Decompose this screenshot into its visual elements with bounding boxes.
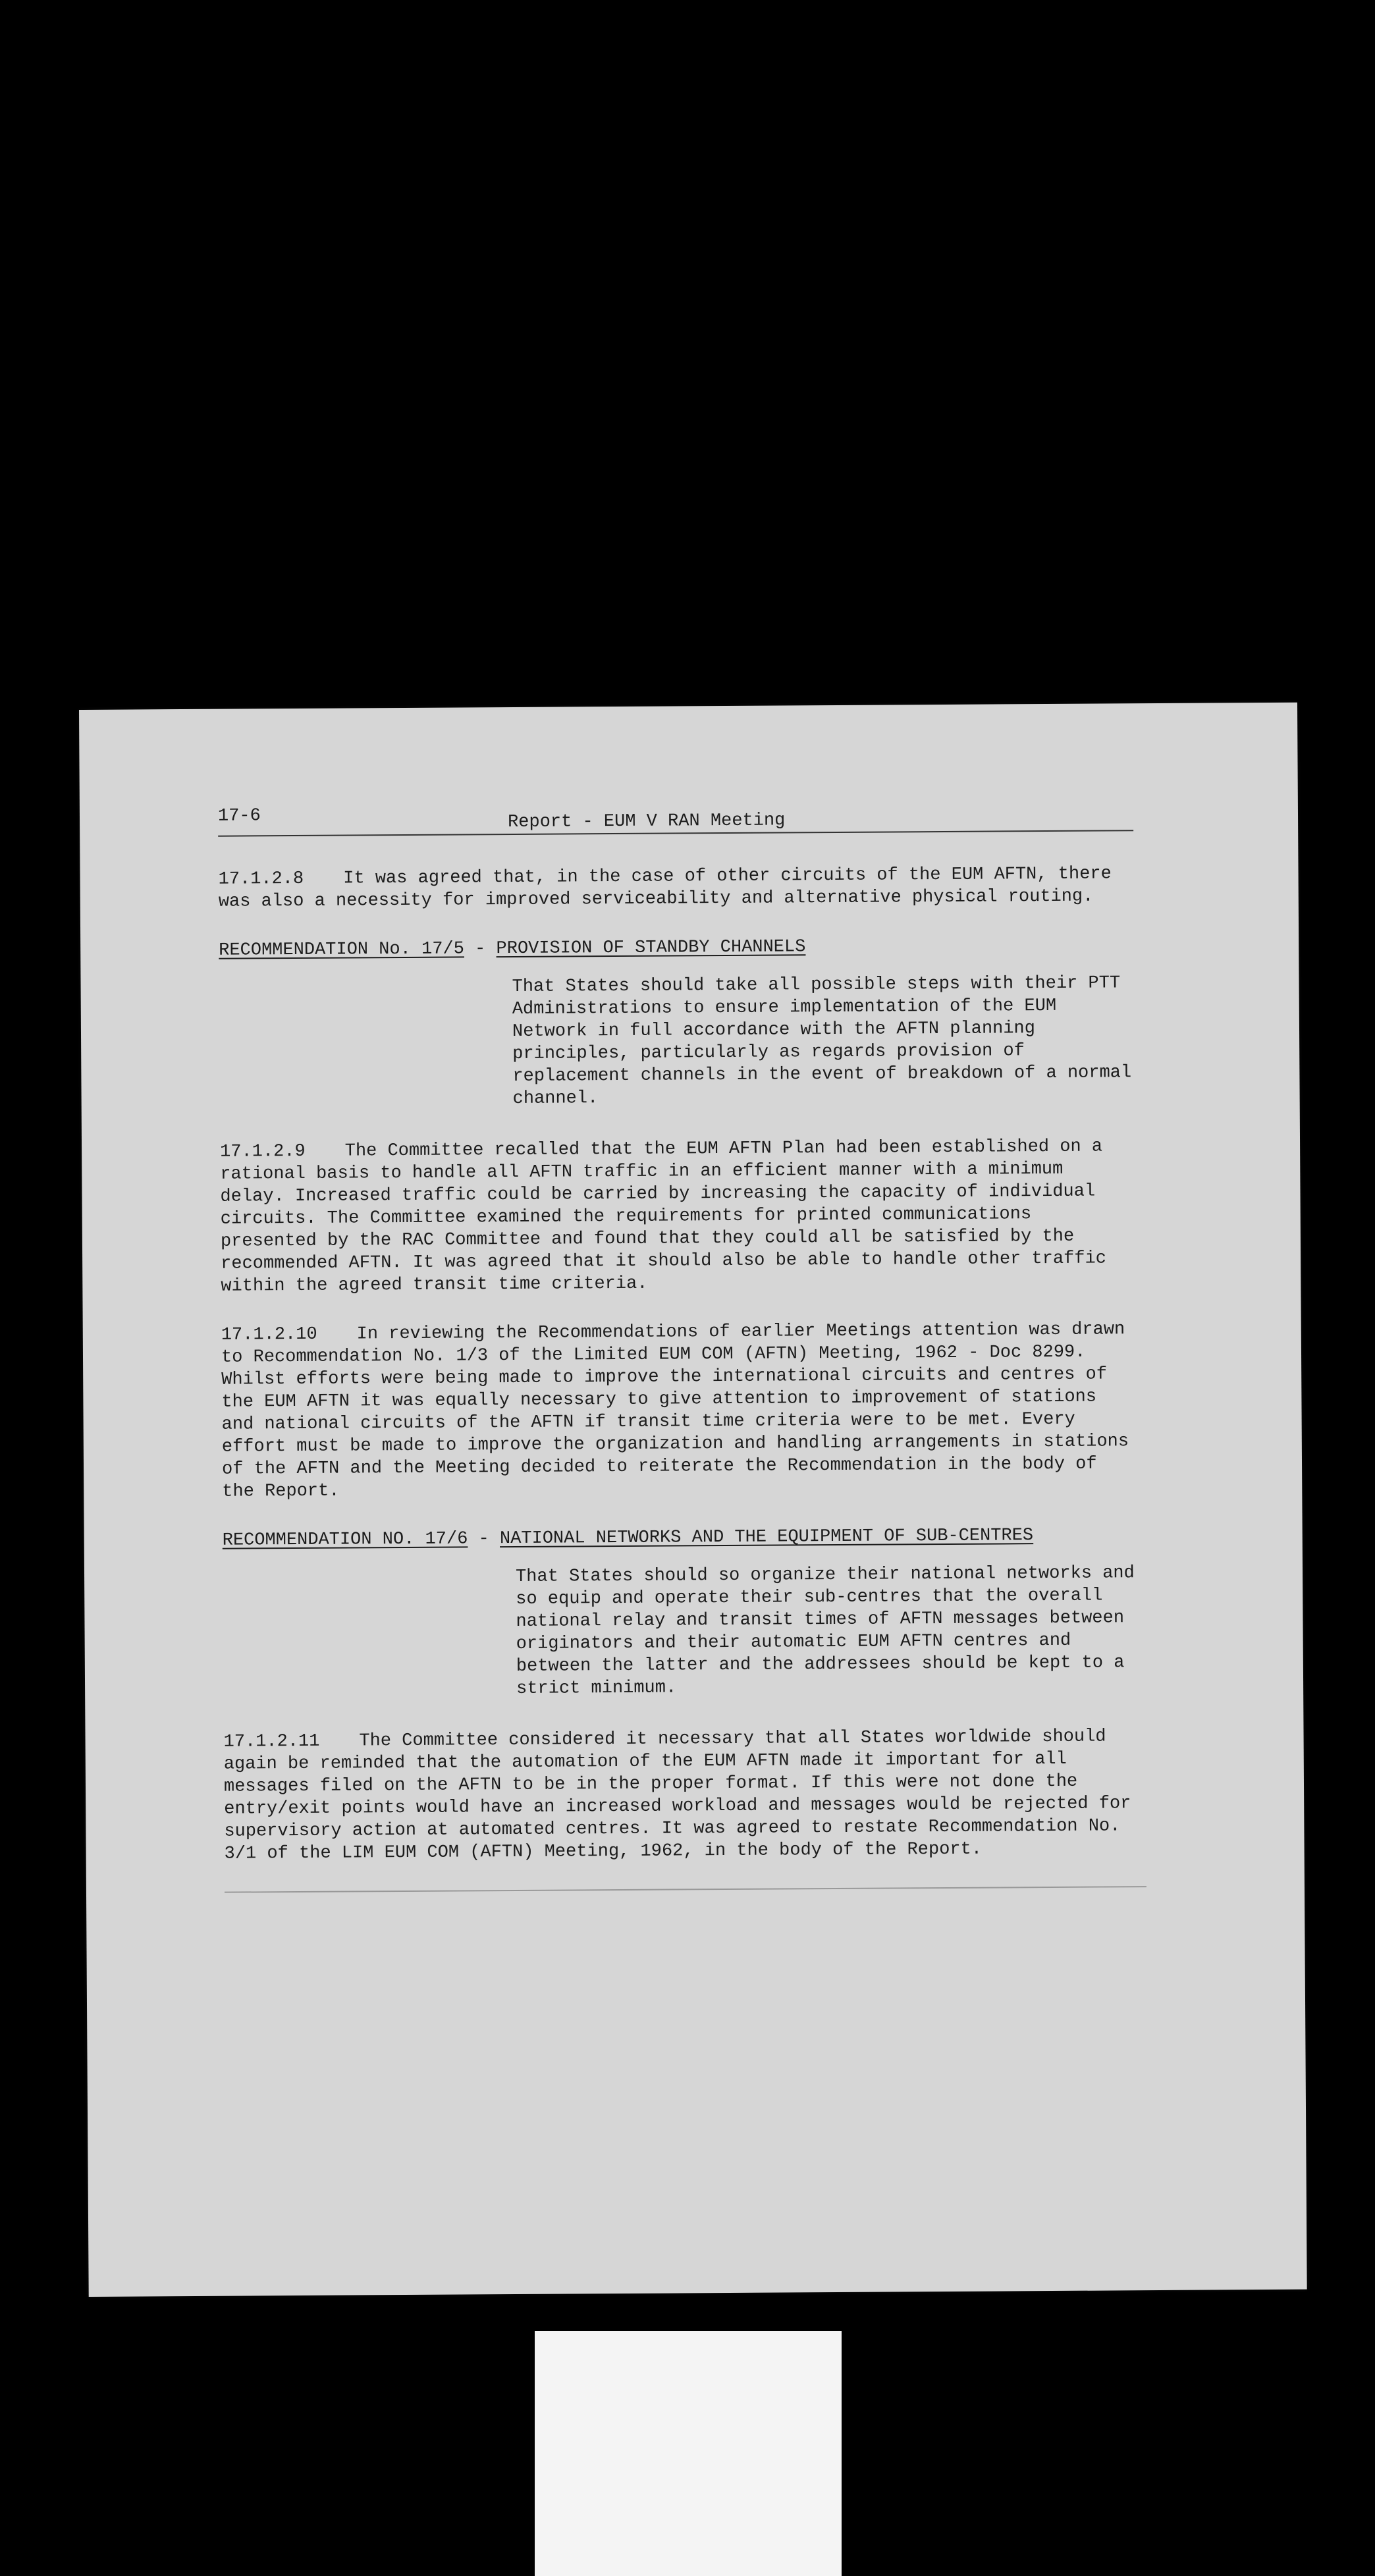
recommendation-label: RECOMMENDATION No. 17/5	[219, 939, 464, 961]
recommendation-title: NATIONAL NETWORKS AND THE EQUIPMENT OF SUB-CENTRES	[499, 1526, 1034, 1549]
paragraph-text: The Committee recalled that the EUM AFTN Plan had been established on a rational basis to handle all AFTN traffic in an efficient manner with a minimum delay. Increased traffic could be carried by increasing the capacity of individual circuits. The Committee examined the requirements for printed communications presented by the RAC Committee and found that they could all be satisfied by the recommended AFTN. It was agreed that it should also be able to handle other traffic within the agreed transit time criteria.	[220, 1137, 1107, 1297]
recommendation-17-6-text: That States should so organize their national networks and so equip and operate their sub-centres that the overall national relay and transit times of AFTN messages between originators and their automatic EUM AFTN centres and between the latter and the addressees should be kept to a strict minimum.	[515, 1563, 1135, 1699]
recommendation-title: PROVISION OF STANDBY CHANNELS	[496, 937, 806, 959]
paragraph-text: It was agreed that, in the case of other circuits of the EUM AFTN, there was also a necessity for improved serviceability and alternative physical routing.	[218, 864, 1112, 912]
heading-separator: -	[464, 939, 497, 959]
paragraph-text: In reviewing the Recommendations of earlier Meetings attention was drawn to Recommendation No. 1/3 of the Limited EUM COM (AFTN) Meeting, 1962 - Doc 8299. Whilst efforts were being made to improve the international circuits and centres of the EUM AFTN it was equally necessary to give attention to improvement of stations and national circuits of the AFTN if transit time criteria were to be met. Every effort must be made to improve the organization and handling arrangements in stations of the AFTN and the Meeting decided to reiterate the Recommendation in the body of the Report.	[221, 1320, 1129, 1502]
blank-target-card	[535, 2331, 842, 2576]
recommendation-label: RECOMMENDATION NO. 17/6	[222, 1529, 468, 1551]
page-header	[218, 799, 1133, 836]
recommendation-17-5-heading	[219, 934, 1134, 961]
paragraph-number: 17.1.2.10	[221, 1324, 317, 1345]
recommendation-17-5-text: That States should take all possible steps with their PTT Administrations to ensure implementation of the EUM Network in full accordance with the AFTN planning principles, particularly as regards provision of replacement channels in the event of breakdown of a normal channel.	[512, 973, 1132, 1109]
paragraph-text: The Committee considered it necessary that all States worldwide should again be reminded that the automation of the EUM AFTN made it important for all messages filed on the AFTN to be in the proper format. If this were not done the entry/exit points would have an increased workload and messages would be rejected for supervisory action at automated centres. It was agreed to restate Recommendation No. 3/1 of the LIM EUM COM (AFTN) Meeting, 1962, in the body of the Report.	[223, 1727, 1131, 1864]
page-number: 17-6	[217, 806, 261, 826]
paragraph-number: 17.1.2.11	[223, 1731, 320, 1752]
page-content	[218, 799, 1140, 1892]
paragraph-17-1-2-8	[218, 863, 1133, 913]
paragraph-17-1-2-10	[221, 1318, 1138, 1503]
heading-separator: -	[468, 1529, 500, 1549]
paragraph-number: 17.1.2.9	[220, 1141, 306, 1162]
recommendation-17-6-heading	[223, 1524, 1138, 1551]
document-page	[79, 703, 1307, 2297]
closing-rule	[225, 1886, 1146, 1893]
paragraph-number: 17.1.2.8	[218, 869, 304, 890]
paragraph-17-1-2-11	[223, 1725, 1139, 1865]
running-title: Report - EUM V RAN Meeting	[507, 811, 786, 833]
paragraph-17-1-2-9	[220, 1135, 1136, 1297]
